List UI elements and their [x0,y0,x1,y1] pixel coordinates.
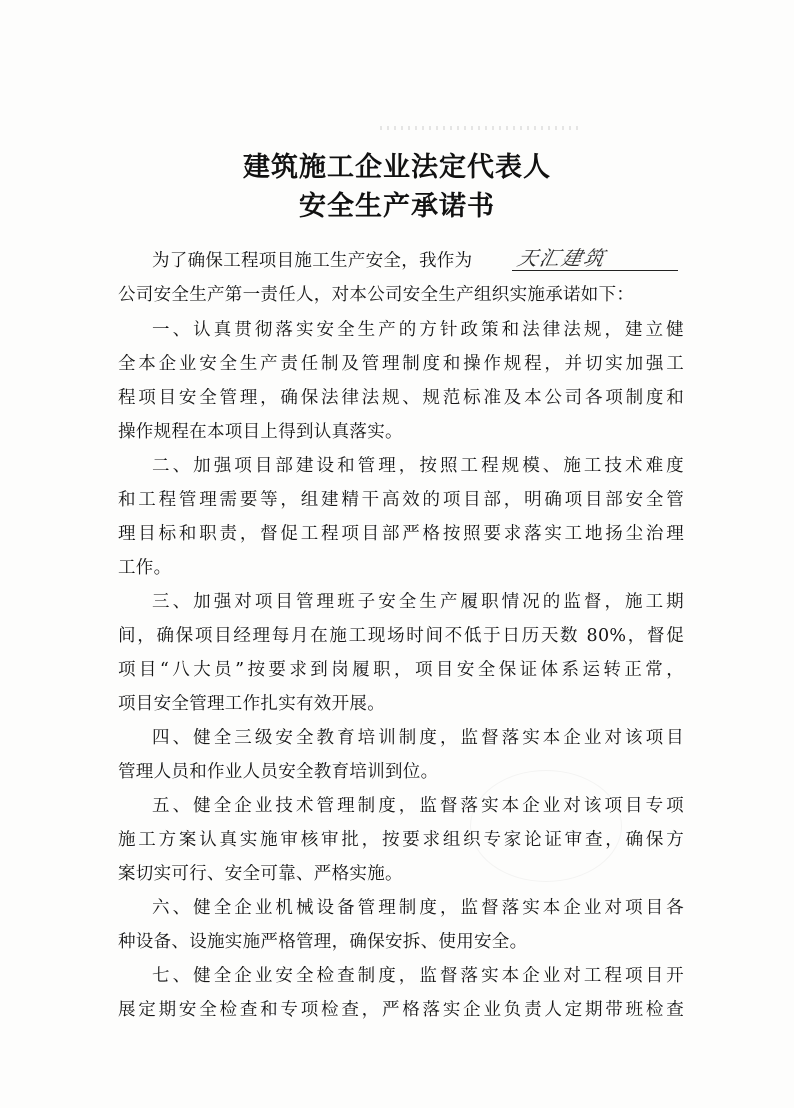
intro-line-2: 公司安全生产第一责任人，对本公司安全生产组织实施承诺如下： [118,285,635,305]
item3-line: 项目安全管理工作扎实有效开展。 [118,694,385,714]
item3-line: 间，确保项目经理每月在施工现场时间不低于日历天数 80%，督促 [118,626,684,646]
item7-line: 展定期安全检查和专项检查，严格落实企业负责人定期带班检查 [118,1000,684,1020]
company-name-blank [512,240,678,271]
item2-line: 二、加强项目部建设和管理，按照工程规模、施工技术难度 [152,456,684,476]
handwritten-company-name: 天汇建筑 [515,246,609,270]
item2-line: 理目标和职责，督促工程项目部严格按照要求落实工地扬尘治理 [118,524,684,544]
intro-line-1: 为了确保工程项目施工生产安全，我作为 [152,251,473,271]
item5-line: 五、健全企业技术管理制度，监督落实本企业对该项目专项 [152,796,684,816]
item1-line: 全本企业安全生产责任制及管理制度和操作规程，并切实加强工 [118,354,684,374]
item6-line: 种设备、设施实施严格管理，确保安拆、使用安全。 [118,932,528,952]
item2-line: 和工程管理需要等，组建精干高效的项目部，明确项目部安全管 [118,490,684,510]
item1-line: 一、认真贯彻落实安全生产的方针政策和法律法规，建立健 [152,320,684,340]
item1-line: 程项目安全管理，确保法律法规、规范标准及本公司各项制度和 [118,388,684,408]
scan-artifact [380,126,580,130]
item1-line: 操作规程在本项目上得到认真落实。 [118,422,403,442]
item2-line: 工作。 [118,558,172,578]
item7-line: 七、健全企业安全检查制度，监督落实本企业对工程项目开 [152,966,684,986]
item5-line: 案切实可行、安全可靠、严格实施。 [118,864,403,884]
item6-line: 六、健全企业机械设备管理制度，监督落实本企业对项目各 [152,898,684,918]
document-title-line1: 建筑施工企业法定代表人 [243,152,551,183]
item3-line: 项目“八大员”按要求到岗履职，项目安全保证体系运转正常， [118,660,684,680]
item4-line: 四、健全三级安全教育培训制度，监督落实本企业对该项目 [152,728,684,748]
item3-line: 三、加强对项目管理班子安全生产履职情况的监督，施工期 [152,592,684,612]
item5-line: 施工方案认真实施审核审批，按要求组织专家论证审查，确保方 [118,830,684,850]
item4-line: 管理人员和作业人员安全教育培训到位。 [118,762,439,782]
document-title-line2: 安全生产承诺书 [299,191,495,222]
